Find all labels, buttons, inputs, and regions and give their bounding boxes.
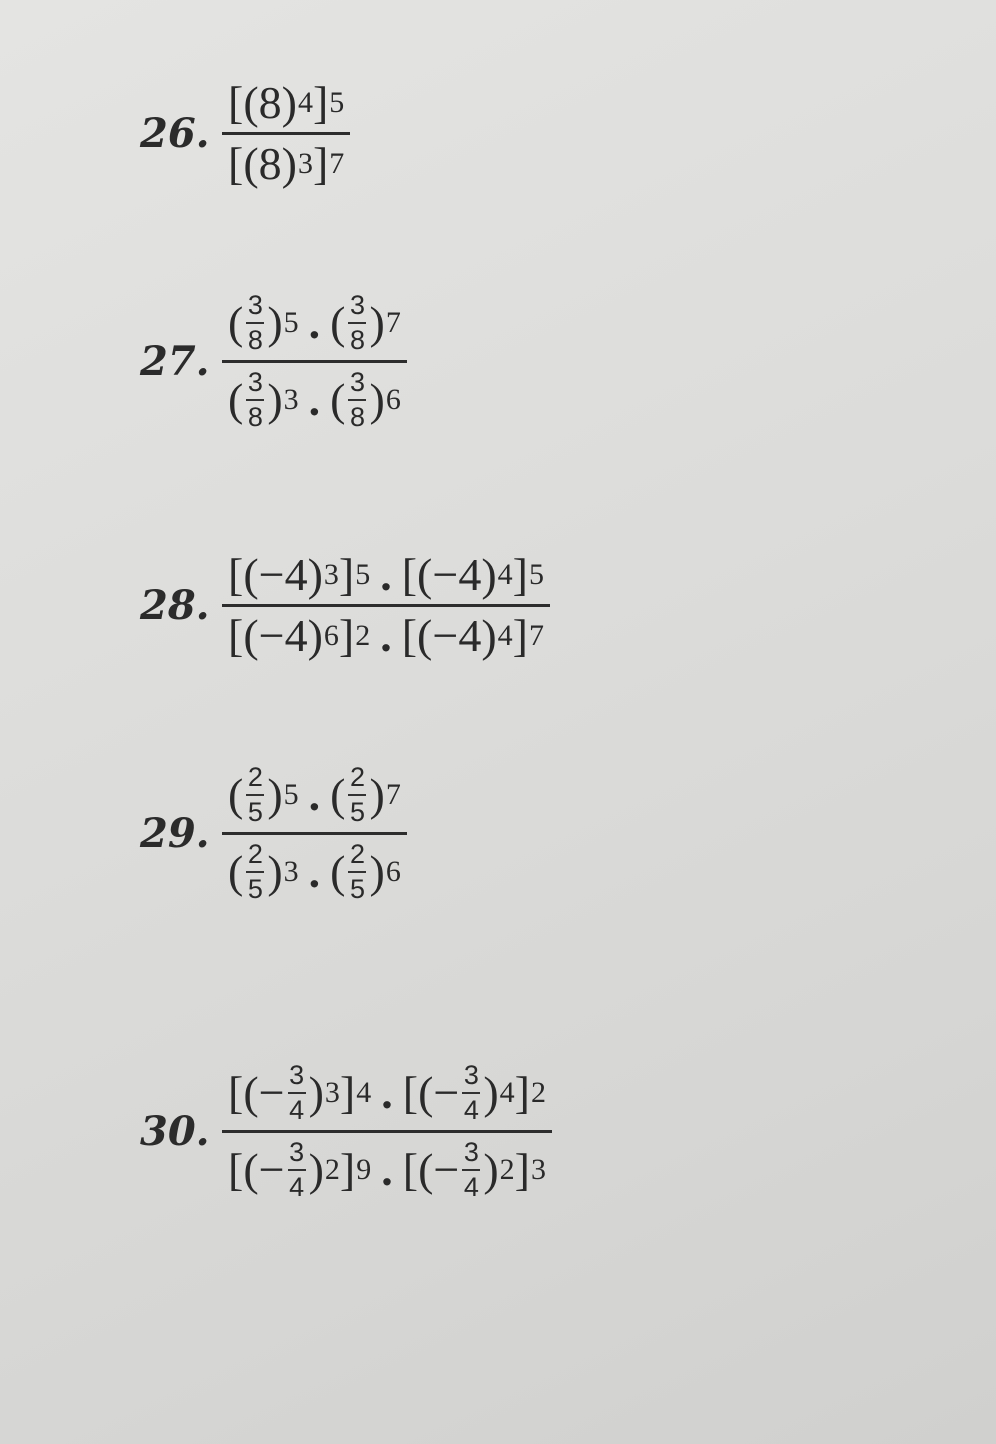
denominator [222,841,407,903]
fraction-expression [222,292,407,431]
expression-text: ( [330,374,346,425]
fraction-expression [222,1062,552,1201]
inline-fraction-denominator: 8 [247,402,263,432]
fraction-bar [222,604,550,607]
expression-text: ] [512,549,528,600]
expression-text: ) [369,297,385,348]
denominator [222,610,550,661]
expression-text: ) [267,374,283,425]
expression-text: [(−4) [401,610,497,661]
fraction-expression [222,77,350,189]
inline-fraction-denominator: 8 [247,325,263,355]
inline-fraction-denominator: 4 [463,1172,479,1202]
expression-text: ) [308,1144,324,1195]
expression-text: ) [369,846,385,897]
numerator [222,77,350,128]
expression-text: ) [308,1067,324,1118]
problem-number: 30. [140,1108,210,1155]
expression-text: ] [514,1144,530,1195]
inline-fraction-numerator: 2 [247,839,263,869]
inline-fraction-denominator: 8 [349,402,365,432]
expression-text: ) [483,1067,499,1118]
inline-fraction-bar [246,322,264,324]
multiplication-dot: . [381,1144,393,1195]
denominator [222,369,407,431]
exponent: 7 [385,778,401,811]
exponent: 2 [531,1076,546,1109]
expression-text: ( [330,297,346,348]
numerator [222,1062,552,1124]
denominator [222,138,350,189]
expression-text: ) [483,1144,499,1195]
expression-text: [(8) [228,77,297,128]
inline-fraction-denominator: 5 [247,797,263,827]
exponent: 3 [283,855,299,888]
inline-fraction-bar [348,399,366,401]
inline-fraction-bar [462,1092,480,1094]
multiplication-dot: . [308,297,321,348]
inline-fraction-denominator: 4 [289,1172,305,1202]
multiplication-dot: . [380,549,392,600]
expression-text: ] [339,1144,356,1195]
exponent: 3 [324,1076,340,1109]
problem-number: 29. [140,810,210,857]
inline-fraction [462,1139,480,1201]
expression-text: ( [228,297,244,348]
exponent: 6 [323,619,339,652]
inline-fraction-bar [288,1092,306,1094]
expression-text: ] [514,1067,530,1118]
inline-fraction [246,764,264,826]
exponent: 6 [385,383,401,416]
expression-text: ] [338,610,355,661]
numerator [222,549,550,600]
inline-fraction-numerator: 3 [349,290,365,320]
exponent: 9 [356,1153,372,1186]
inline-fraction [246,292,264,354]
exponent: 3 [531,1153,546,1186]
expression-text: [(−4) [228,610,323,661]
fraction-expression [222,764,407,903]
expression-text: ] [339,1067,356,1118]
inline-fraction-bar [246,399,264,401]
inline-fraction-denominator: 5 [247,874,263,904]
inline-fraction-denominator: 5 [349,797,365,827]
inline-fraction-numerator: 2 [247,762,263,792]
fraction-bar [222,1130,552,1133]
inline-fraction-numerator: 2 [349,762,365,792]
exponent: 5 [528,558,544,591]
inline-fraction [348,369,366,431]
numerator [222,764,407,826]
exponent: 2 [355,619,371,652]
problem-30 [140,1062,552,1201]
expression-text: ) [267,297,283,348]
multiplication-dot: . [308,374,321,425]
expression-text: ] [312,77,329,128]
exponent: 7 [528,619,544,652]
inline-fraction-denominator: 4 [289,1095,305,1125]
inline-fraction [462,1062,480,1124]
exponent: 3 [323,558,339,591]
inline-fraction [348,292,366,354]
inline-fraction-bar [246,794,264,796]
problem-26 [140,77,350,189]
fraction-expression [222,549,550,661]
expression-text: [(− [228,1067,285,1118]
exponent: 5 [283,306,299,339]
inline-fraction-denominator: 4 [463,1095,479,1125]
expression-text: [(8) [228,138,297,189]
inline-fraction-numerator: 2 [349,839,365,869]
inline-fraction-numerator: 3 [463,1060,479,1090]
exponent: 4 [497,558,513,591]
exponent: 5 [355,558,371,591]
inline-fraction-bar [348,871,366,873]
inline-fraction [348,764,366,826]
expression-text: [(− [228,1144,285,1195]
exponent: 5 [329,86,345,119]
exponent: 7 [329,147,345,180]
expression-text: ( [228,846,244,897]
inline-fraction-bar [246,871,264,873]
problem-number: 28. [140,582,210,629]
expression-text: [(−4) [228,549,323,600]
fraction-bar [222,360,407,363]
problem-28 [140,549,550,661]
expression-text: ( [228,374,244,425]
expression-text: ( [330,846,346,897]
inline-fraction-numerator: 3 [463,1137,479,1167]
inline-fraction [348,841,366,903]
problem-number: 26. [140,110,210,157]
inline-fraction [246,841,264,903]
expression-text: [(− [402,1144,460,1195]
expression-text: ) [369,374,385,425]
inline-fraction-bar [462,1169,480,1171]
inline-fraction-denominator: 5 [349,874,365,904]
problem-27 [140,292,407,431]
expression-text: ) [369,769,385,820]
fraction-bar [222,832,407,835]
inline-fraction [288,1062,306,1124]
exponent: 4 [297,86,313,119]
exponent: 3 [297,147,313,180]
multiplication-dot: . [308,846,321,897]
inline-fraction-numerator: 3 [247,290,263,320]
exponent: 4 [356,1076,372,1109]
inline-fraction-numerator: 3 [289,1137,305,1167]
inline-fraction-bar [348,794,366,796]
problem-number: 27. [140,338,210,385]
inline-fraction [246,369,264,431]
multiplication-dot: . [308,769,321,820]
inline-fraction [288,1139,306,1201]
expression-text: ) [267,769,283,820]
expression-text: ( [330,769,346,820]
inline-fraction-bar [348,322,366,324]
inline-fraction-bar [288,1169,306,1171]
fraction-bar [222,132,350,135]
multiplication-dot: . [381,1067,393,1118]
exponent: 5 [283,778,299,811]
expression-text: ] [338,549,355,600]
exponent: 2 [499,1153,515,1186]
exponent: 2 [324,1153,340,1186]
inline-fraction-numerator: 3 [349,367,365,397]
inline-fraction-numerator: 3 [247,367,263,397]
exponent: 7 [385,306,401,339]
numerator [222,292,407,354]
inline-fraction-denominator: 8 [349,325,365,355]
expression-text: ] [512,610,528,661]
exponent: 3 [283,383,299,416]
expression-text: ] [312,138,329,189]
expression-text: ( [228,769,244,820]
inline-fraction-numerator: 3 [289,1060,305,1090]
problem-29 [140,764,407,903]
denominator [222,1139,552,1201]
multiplication-dot: . [380,610,392,661]
expression-text: ) [267,846,283,897]
expression-text: [(−4) [401,549,497,600]
exponent: 4 [499,1076,515,1109]
exponent: 4 [497,619,513,652]
expression-text: [(− [402,1067,460,1118]
exponent: 6 [385,855,401,888]
